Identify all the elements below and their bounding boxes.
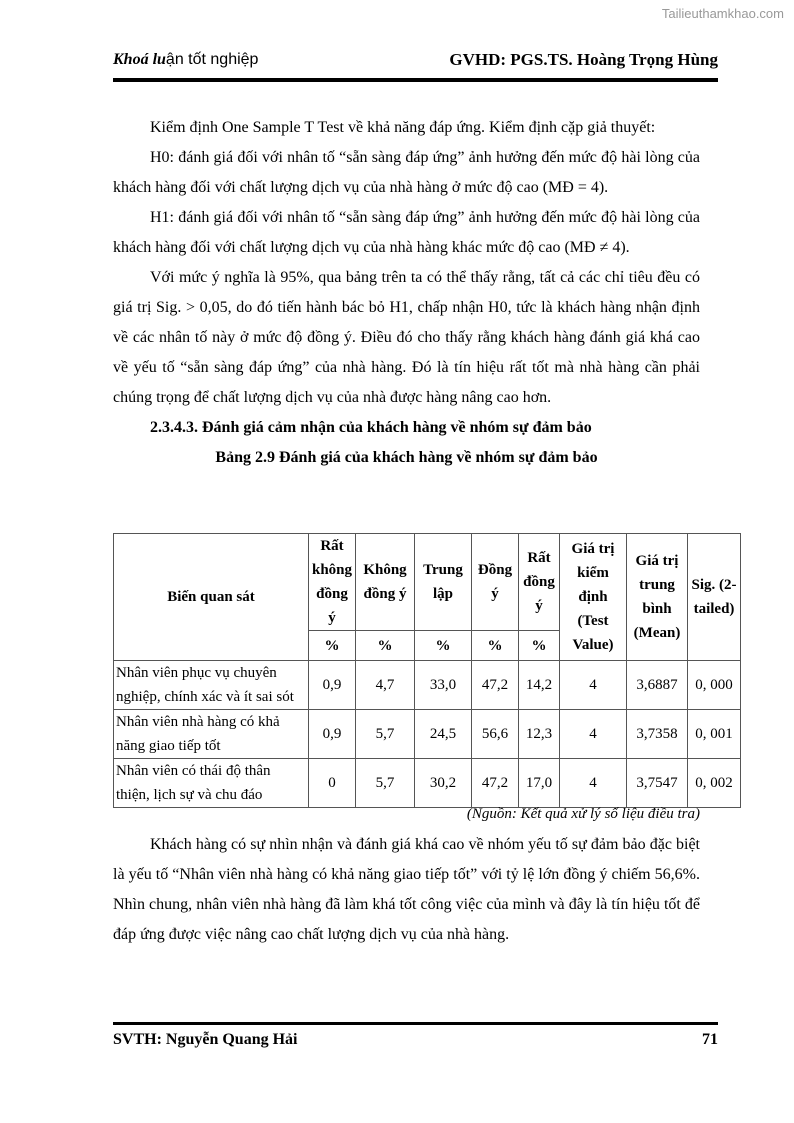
header-right: GVHD: PGS.TS. Hoàng Trọng Hùng bbox=[449, 50, 718, 69]
paragraph: H0: đánh giá đối với nhân tố “sẵn sàng đáp ứng” ảnh hưởng đến mức độ hài lòng của khách hàng đối với chất lượng dịch vụ của nhà hàng ở mức độ cao (MĐ = 4). bbox=[113, 149, 700, 196]
cell: 3,6887 bbox=[627, 661, 688, 710]
paragraph: Khách hàng có sự nhìn nhận và đánh giá khá cao về nhóm yếu tố sự đảm bảo đặc biệt là yếu tố “Nhân viên nhà hàng có khả năng giao tiếp tốt” với tỷ lệ lớn đồng ý chiếm 56,6%. Nhìn chung, nhân viên nhà hàng đã làm khá tốt công việc của mình và đây là tín hiệu tốt để đáp ứng được việc nâng cao chất lượng dịch vụ của nhà hàng. bbox=[113, 836, 700, 943]
cell: 33,0 bbox=[415, 661, 472, 710]
watermark: Tailieuthamkhao.com bbox=[661, 6, 784, 21]
cell: 14,2 bbox=[519, 661, 560, 710]
paragraph: Với mức ý nghĩa là 95%, qua bảng trên ta có thể thấy rằng, tất cả các chỉ tiêu đều có giá trị Sig. > 0,05, do đó tiến hành bác bỏ H1, chấp nhận H0, tức là khách hàng nhận định về các nhân tố này ở mức độ đồng ý. Điều đó cho thấy rằng khách hàng đánh giá khá cao về yếu tố “sẵn sàng đáp ứng” của nhà hàng. Đó là tín hiệu rất tốt mà nhà hàng cần phải chúng trọng để chất lượng dịch vụ của nhà được hàng nâng cao hơn. bbox=[113, 269, 700, 406]
paragraph: Kiểm định One Sample T Test về khả năng đáp ứng. Kiểm định cặp giả thuyết: bbox=[150, 119, 656, 136]
cell: 30,2 bbox=[415, 759, 472, 808]
header-left-rest: ận tốt nghiệp bbox=[165, 51, 259, 68]
unit: % bbox=[356, 631, 415, 661]
cell: 5,7 bbox=[356, 710, 415, 759]
cell: 5,7 bbox=[356, 759, 415, 808]
unit: % bbox=[472, 631, 519, 661]
section-heading: 2.3.4.3. Đánh giá cảm nhận của khách hàng về nhóm sự đảm bảo bbox=[150, 419, 592, 436]
col-header: Giá trị kiểm định (Test Value) bbox=[560, 534, 627, 661]
footer-author: SVTH: Nguyễn Quang Hải bbox=[113, 1031, 298, 1048]
cell: 4 bbox=[560, 759, 627, 808]
unit: % bbox=[519, 631, 560, 661]
col-header: Biến quan sát bbox=[114, 534, 309, 661]
col-header: Đồng ý bbox=[472, 534, 519, 631]
cell: 4,7 bbox=[356, 661, 415, 710]
col-header: Trung lập bbox=[415, 534, 472, 631]
table-caption: Bảng 2.9 Đánh giá của khách hàng về nhóm sự đảm bảo bbox=[215, 449, 598, 466]
header-left bbox=[113, 51, 258, 69]
cell: 0, 000 bbox=[688, 661, 741, 710]
cell: 4 bbox=[560, 710, 627, 759]
closing-text bbox=[113, 830, 700, 950]
cell: 4 bbox=[560, 661, 627, 710]
col-header: Không đồng ý bbox=[356, 534, 415, 631]
col-header: Rất không đồng ý bbox=[309, 534, 356, 631]
cell: 0, 001 bbox=[688, 710, 741, 759]
table-row bbox=[114, 710, 741, 759]
cell: 0,9 bbox=[309, 710, 356, 759]
col-header: Giá trị trung bình (Mean) bbox=[627, 534, 688, 661]
table-row bbox=[114, 661, 741, 710]
cell: Nhân viên có thái độ thân thiện, lịch sự và chu đáo bbox=[114, 759, 309, 808]
cell: 47,2 bbox=[472, 759, 519, 808]
cell: 17,0 bbox=[519, 759, 560, 808]
unit: % bbox=[309, 631, 356, 661]
cell: Nhân viên phục vụ chuyên nghiệp, chính xác và ít sai sót bbox=[114, 661, 309, 710]
data-table bbox=[113, 533, 741, 808]
table-source: (Nguồn: Kết quả xử lý số liệu điều tra) bbox=[466, 806, 700, 822]
cell: 0,9 bbox=[309, 661, 356, 710]
cell: 3,7547 bbox=[627, 759, 688, 808]
cell: Nhân viên nhà hàng có khả năng giao tiếp tốt bbox=[114, 710, 309, 759]
footer-rule bbox=[113, 1022, 718, 1025]
cell: 0 bbox=[309, 759, 356, 808]
body-text bbox=[113, 113, 700, 473]
cell: 56,6 bbox=[472, 710, 519, 759]
cell: 12,3 bbox=[519, 710, 560, 759]
unit: % bbox=[415, 631, 472, 661]
col-header: Rất đồng ý bbox=[519, 534, 560, 631]
cell: 47,2 bbox=[472, 661, 519, 710]
paragraph: H1: đánh giá đối với nhân tố “sẵn sàng đáp ứng” ảnh hưởng đến mức độ hài lòng của khách hàng đối với chất lượng dịch vụ của nhà hàng khác mức độ cao (MĐ ≠ 4). bbox=[113, 209, 700, 256]
col-header: Sig. (2-tailed) bbox=[688, 534, 741, 661]
table-row bbox=[114, 759, 741, 808]
cell: 24,5 bbox=[415, 710, 472, 759]
header-rule bbox=[113, 78, 718, 82]
cell: 3,7358 bbox=[627, 710, 688, 759]
cell: 0, 002 bbox=[688, 759, 741, 808]
header-left-italic: Khoá lu bbox=[113, 51, 166, 68]
page-number: 71 bbox=[702, 1031, 718, 1048]
